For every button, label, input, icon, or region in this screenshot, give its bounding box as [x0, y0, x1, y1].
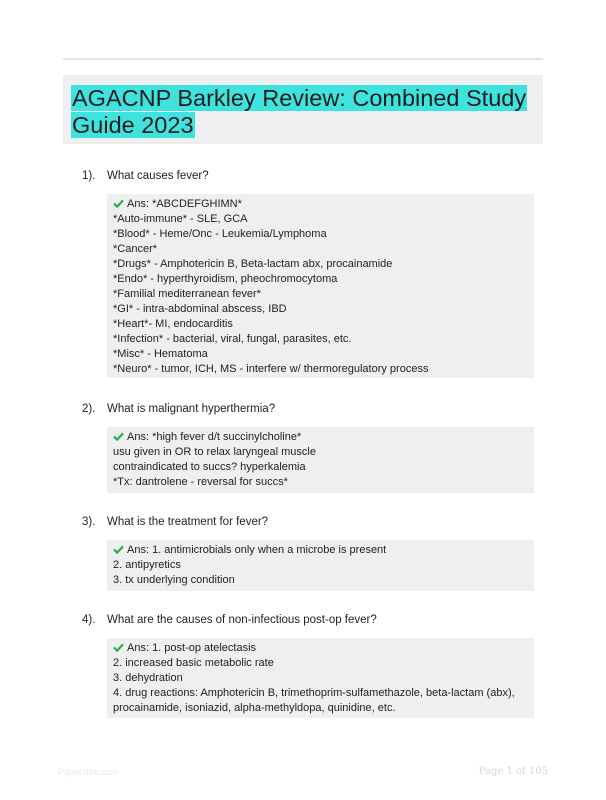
answer-line: Ans: *ABCDEFGHIMN*: [113, 197, 534, 212]
question-number: 2).: [82, 403, 96, 415]
question-number: 4).: [82, 614, 96, 626]
answer-line: *Blood* - Heme/Onc - Leukemia/Lymphoma: [113, 228, 327, 240]
footer-watermark: Papersbrc.com: [58, 767, 119, 777]
question-number: 1).: [82, 170, 96, 182]
top-divider: [63, 58, 543, 60]
answer-line: Ans: 1. antimicrobials only when a microbe is present: [113, 543, 534, 558]
check-icon: [113, 432, 124, 441]
answer-line: *Auto-immune* - SLE, GCA: [113, 213, 248, 225]
question-text: What are the causes of non-infectious post-op fever?: [107, 614, 377, 626]
answer-box: [107, 540, 534, 591]
answer-line: *Familial mediterranean fever*: [113, 288, 261, 300]
answer-line: 3. tx underlying condition: [113, 574, 235, 586]
answer-line: *Cancer*: [113, 243, 158, 255]
answer-line: *Endo* - hyperthyroidism, pheochromocytoma: [113, 273, 338, 285]
answer-line: *Drugs* - Amphotericin B, Beta-lactam abx, procainamide: [113, 258, 393, 270]
answer-line: Ans: *high fever d/t succinylcholine*: [113, 430, 534, 445]
answer-box: [107, 427, 534, 493]
answer-line: *GI* - intra-abdominal abscess, IBD: [113, 303, 287, 315]
question-number: 3).: [82, 516, 96, 528]
answer-line: Ans: 1. post-op atelectasis: [113, 641, 534, 656]
page-title: AGACNP Barkley Review: Combined Study Guide 2023: [72, 85, 527, 138]
check-icon: [113, 199, 124, 208]
page-number: Page 1 of 105: [478, 766, 548, 777]
answer-line: *Tx: dantrolene - reversal for succs*: [113, 476, 288, 488]
answer-line: *Heart*- MI, endocarditis: [113, 318, 233, 330]
answer-line: usu given in OR to relax laryngeal muscle: [113, 446, 316, 458]
question-text: What causes fever?: [107, 170, 209, 182]
answer-line: *Misc* - Hematoma: [113, 348, 208, 360]
answer-line: contraindicated to succs? hyperkalemia: [113, 461, 306, 473]
check-icon: [113, 545, 124, 554]
check-icon: [113, 643, 124, 652]
answer-line: 4. drug reactions: Amphotericin B, trimethoprim-sulfamethazole, beta-lactam (abx), procainamide, isoniazid, alpha-methyldopa, quinidine, etc.: [113, 687, 515, 714]
answer-line: 2. antipyretics: [113, 559, 181, 571]
answer-box: [107, 638, 534, 718]
answer-line: *Infection* - bacterial, viral, fungal, parasites, etc.: [113, 333, 352, 345]
answer-line: 2. increased basic metabolic rate: [113, 657, 274, 669]
question-text: What is malignant hyperthermia?: [107, 403, 276, 415]
title-banner: [63, 75, 543, 144]
answer-box: [107, 194, 534, 378]
question-text: What is the treatment for fever?: [107, 516, 269, 528]
answer-line: *Neuro* - tumor, ICH, MS - interfere w/ thermoregulatory process: [113, 363, 429, 375]
answer-line: 3. dehydration: [113, 672, 183, 684]
